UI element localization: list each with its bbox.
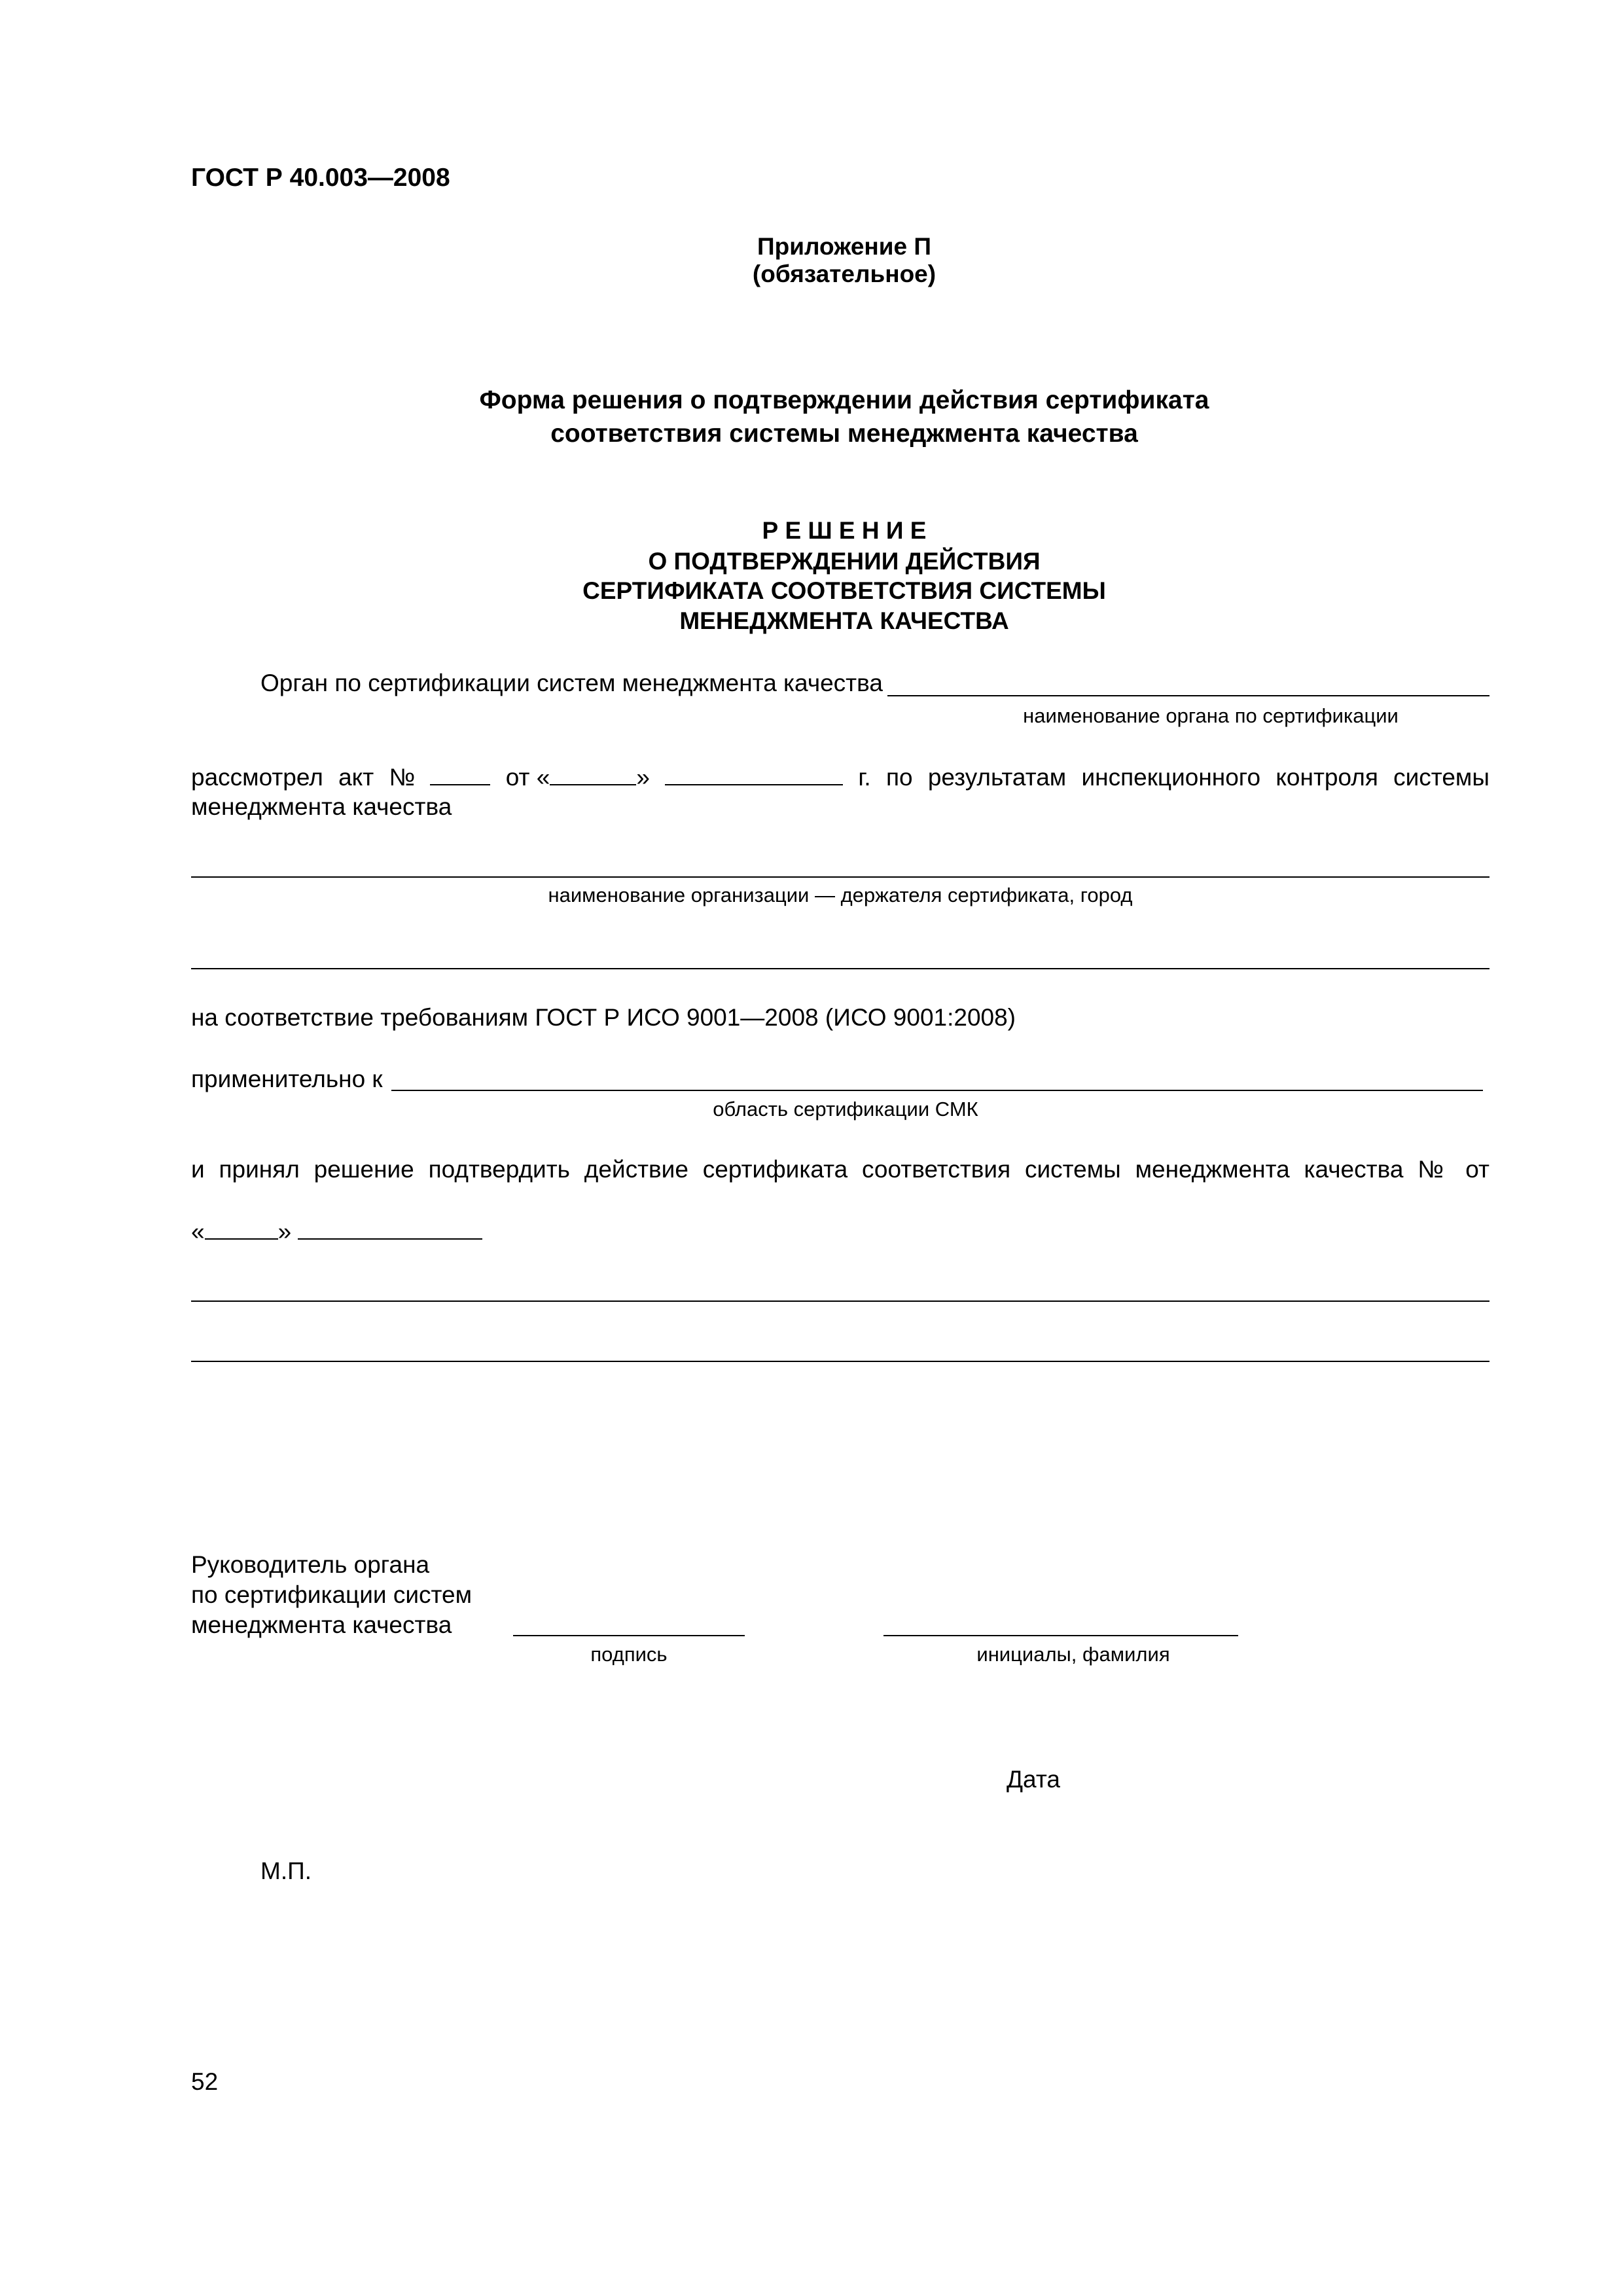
signatory-role-line1: Руководитель органа	[191, 1551, 430, 1578]
act-number-field[interactable]	[430, 764, 490, 785]
decision-subheading-1: О ПОДТВЕРЖДЕНИИ ДЕЙСТВИЯ	[648, 548, 1041, 575]
form-title-line2: соответствия системы менеджмента качества	[550, 420, 1138, 448]
reviewed-word-6: г.	[858, 764, 871, 791]
standard-number: ГОСТ Р 40.003—2008	[191, 164, 450, 192]
reviewed-act-line	[191, 764, 1489, 789]
date-close-quote: »	[277, 1218, 292, 1245]
name-caption: инициалы, фамилия	[976, 1643, 1170, 1666]
date-label: Дата	[1007, 1766, 1060, 1793]
decision-subheading-3: МЕНЕДЖМЕНТА КАЧЕСТВА	[679, 607, 1009, 634]
reviewed-word-1: рассмотрел	[191, 764, 323, 791]
additional-field-1[interactable]	[191, 1300, 1489, 1302]
organization-name-field-2[interactable]	[191, 968, 1489, 969]
organization-caption: наименование организации — держателя сертификата, город	[548, 884, 1133, 906]
reviewed-act-line-2: менеджмента качества	[191, 793, 452, 820]
signatory-role-line3: менеджмента качества	[191, 1611, 452, 1638]
certificate-date-line	[191, 1219, 482, 1244]
page-number: 52	[191, 2068, 219, 2095]
date-open-quote: «	[191, 1218, 205, 1245]
organ-label: Орган по сертификации систем менеджмента качества	[260, 670, 883, 696]
reviewed-word-8: результатам	[927, 764, 1067, 791]
reviewed-word-11: системы	[1393, 764, 1489, 791]
act-day-field[interactable]	[550, 764, 636, 785]
form-title-line1: Форма решения о подтверждении действия сертификата	[479, 386, 1209, 414]
signature-field[interactable]	[513, 1635, 745, 1636]
stamp-label: М.П.	[260, 1857, 312, 1884]
reviewed-word-4: от «	[505, 764, 550, 791]
reviewed-word-9: инспекционного	[1081, 764, 1261, 791]
organization-name-field[interactable]	[191, 876, 1489, 878]
name-field[interactable]	[883, 1635, 1238, 1636]
decision-heading: Р Е Ш Е Н И Е	[762, 517, 927, 544]
applicable-label: применительно к	[191, 1066, 383, 1092]
reviewed-word-5: »	[636, 764, 650, 791]
scope-field[interactable]	[391, 1090, 1483, 1091]
decision-subheading-2: СЕРТИФИКАТА СООТВЕТСТВИЯ СИСТЕМЫ	[582, 577, 1106, 604]
reviewed-word-2: акт	[338, 764, 374, 791]
appendix-status: (обязательное)	[752, 260, 936, 287]
certificate-day-field[interactable]	[205, 1219, 278, 1240]
appendix-title: Приложение П	[757, 233, 931, 260]
reviewed-word-10: контроля	[1275, 764, 1378, 791]
signature-caption: подпись	[590, 1643, 668, 1666]
reviewed-word-7: по	[885, 764, 913, 791]
signatory-role-line2: по сертификации систем	[191, 1581, 473, 1608]
act-month-year-field[interactable]	[665, 764, 843, 785]
organ-name-field[interactable]	[887, 695, 1489, 696]
decision-text: и принял решение подтвердить действие сертификата соответствия системы менеджмента качества № от	[191, 1156, 1489, 1183]
organ-caption: наименование органа по сертификации	[1023, 704, 1399, 727]
reviewed-word-3: №	[389, 764, 416, 791]
scope-caption: область сертификации СМК	[713, 1098, 978, 1121]
compliance-text: на соответствие требованиям ГОСТ Р ИСО 9001—2008 (ИСО 9001:2008)	[191, 1004, 1016, 1031]
additional-field-2[interactable]	[191, 1361, 1489, 1362]
certificate-month-year-field[interactable]	[298, 1219, 482, 1240]
